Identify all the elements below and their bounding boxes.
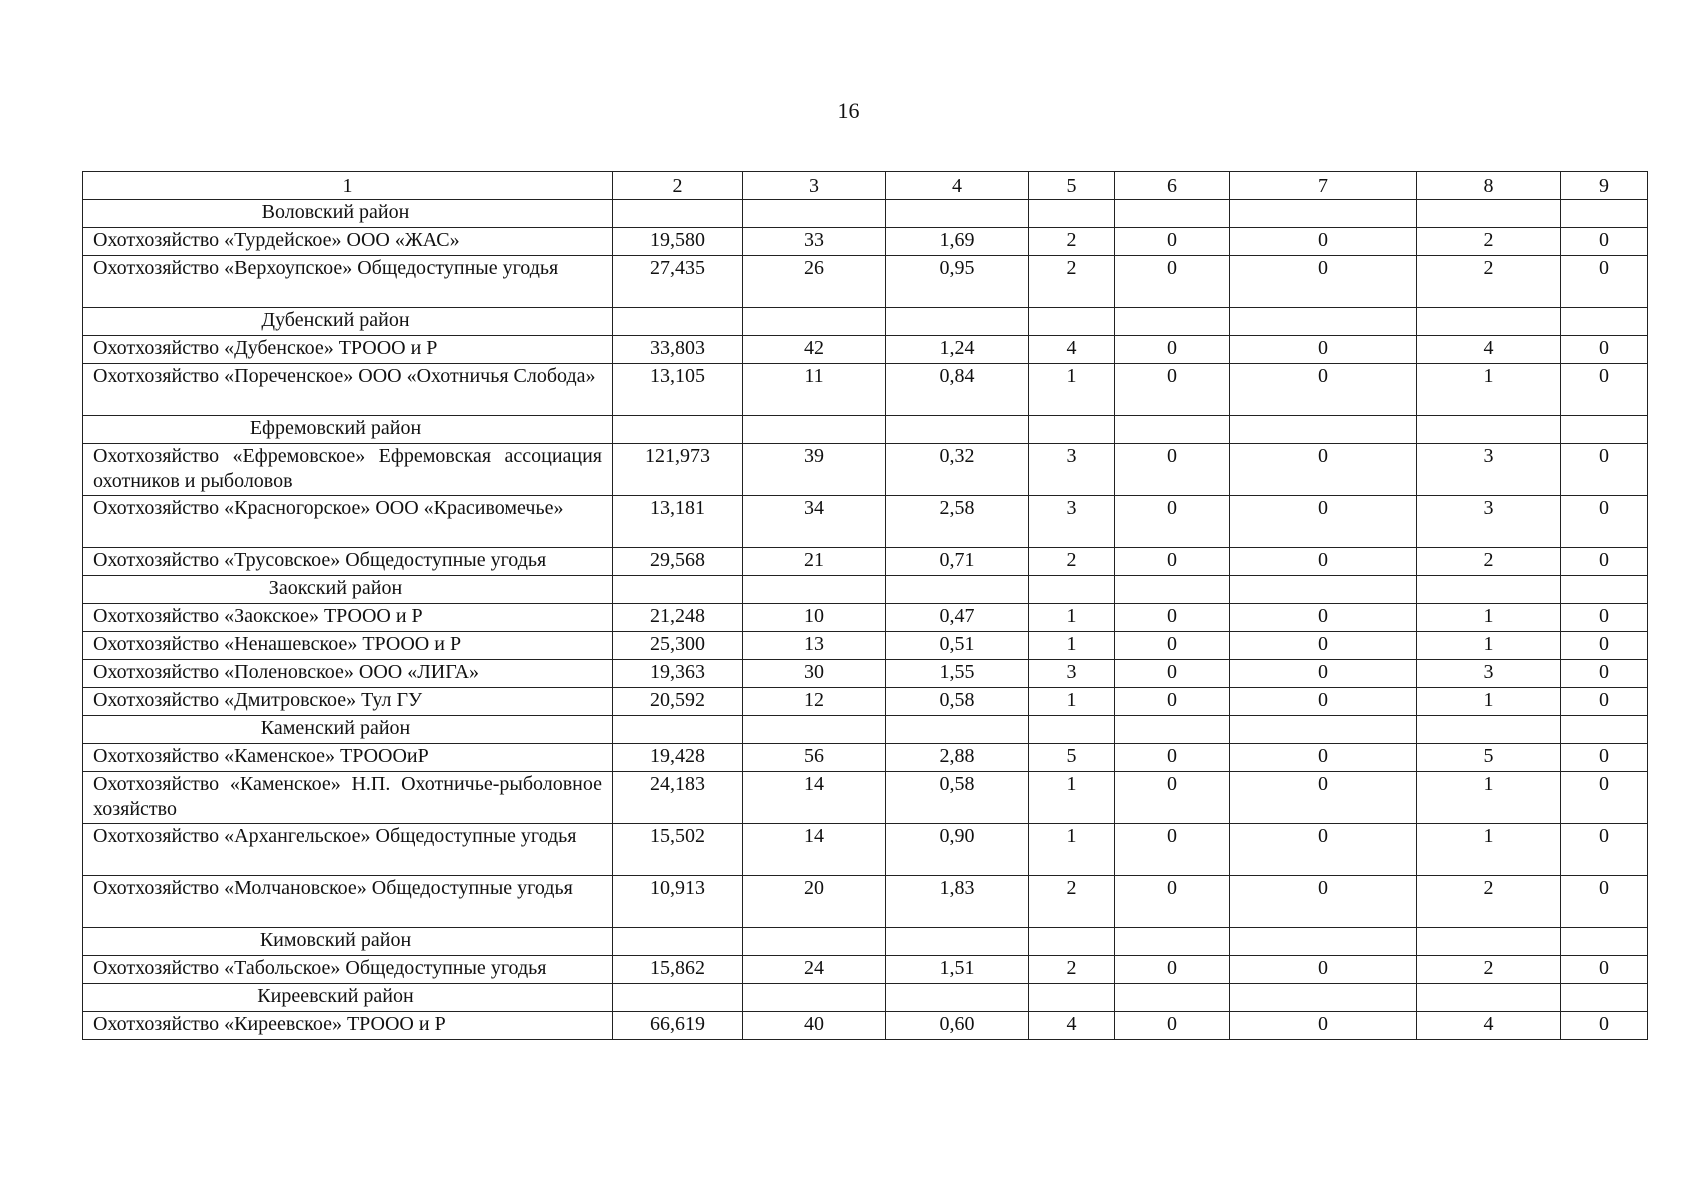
value-cell-col3: 40	[743, 1012, 886, 1040]
value-cell-col2: 24,183	[613, 772, 743, 824]
empty-cell	[1561, 716, 1648, 744]
empty-cell	[1029, 984, 1115, 1012]
value-cell-col3: 12	[743, 688, 886, 716]
column-header: 9	[1561, 172, 1648, 200]
empty-cell	[1230, 308, 1417, 336]
district-row	[83, 716, 1648, 744]
value-cell-col9: 0	[1561, 824, 1648, 876]
value-cell-col7: 0	[1230, 256, 1417, 308]
empty-cell	[1561, 984, 1648, 1012]
value-cell-col8: 4	[1417, 1012, 1561, 1040]
value-cell-col2: 21,248	[613, 604, 743, 632]
value-cell-col7: 0	[1230, 604, 1417, 632]
empty-cell	[1561, 576, 1648, 604]
value-cell-col6: 0	[1115, 876, 1230, 928]
empty-cell	[1230, 416, 1417, 444]
district-name: Кимовский район	[83, 928, 613, 956]
value-cell-col7: 0	[1230, 772, 1417, 824]
column-header: 5	[1029, 172, 1115, 200]
value-cell-col8: 2	[1417, 228, 1561, 256]
empty-cell	[1115, 416, 1230, 444]
value-cell-col2: 15,502	[613, 824, 743, 876]
district-name: Ефремовский район	[83, 416, 613, 444]
empty-cell	[1230, 576, 1417, 604]
empty-cell	[743, 928, 886, 956]
value-cell-col5: 1	[1029, 632, 1115, 660]
table-row	[83, 336, 1648, 364]
hunting-ground-name: Охотхозяйство «Турдейское» ООО «ЖАС»	[83, 228, 613, 256]
district-row	[83, 576, 1648, 604]
value-cell-col5: 5	[1029, 744, 1115, 772]
value-cell-col4: 1,24	[886, 336, 1029, 364]
empty-cell	[613, 928, 743, 956]
value-cell-col6: 0	[1115, 496, 1230, 548]
value-cell-col9: 0	[1561, 1012, 1648, 1040]
value-cell-col4: 1,69	[886, 228, 1029, 256]
value-cell-col5: 4	[1029, 1012, 1115, 1040]
empty-cell	[1029, 928, 1115, 956]
empty-cell	[886, 200, 1029, 228]
value-cell-col5: 1	[1029, 772, 1115, 824]
value-cell-col8: 1	[1417, 632, 1561, 660]
value-cell-col9: 0	[1561, 548, 1648, 576]
value-cell-col9: 0	[1561, 336, 1648, 364]
value-cell-col3: 34	[743, 496, 886, 548]
value-cell-col3: 26	[743, 256, 886, 308]
value-cell-col3: 24	[743, 956, 886, 984]
table-row	[83, 660, 1648, 688]
empty-cell	[743, 716, 886, 744]
empty-cell	[613, 984, 743, 1012]
value-cell-col8: 1	[1417, 688, 1561, 716]
value-cell-col5: 3	[1029, 444, 1115, 496]
empty-cell	[1417, 984, 1561, 1012]
table-row	[83, 824, 1648, 876]
value-cell-col2: 19,580	[613, 228, 743, 256]
table-body	[83, 172, 1648, 1040]
value-cell-col6: 0	[1115, 364, 1230, 416]
value-cell-col6: 0	[1115, 336, 1230, 364]
value-cell-col2: 20,592	[613, 688, 743, 716]
table-header-row	[83, 172, 1648, 200]
value-cell-col7: 0	[1230, 744, 1417, 772]
value-cell-col7: 0	[1230, 876, 1417, 928]
value-cell-col9: 0	[1561, 660, 1648, 688]
page-number: 16	[837, 98, 860, 123]
value-cell-col9: 0	[1561, 744, 1648, 772]
empty-cell	[613, 416, 743, 444]
value-cell-col7: 0	[1230, 444, 1417, 496]
empty-cell	[1417, 576, 1561, 604]
value-cell-col8: 5	[1417, 744, 1561, 772]
value-cell-col2: 27,435	[613, 256, 743, 308]
value-cell-col8: 1	[1417, 772, 1561, 824]
district-name: Заокский район	[83, 576, 613, 604]
empty-cell	[1230, 716, 1417, 744]
empty-cell	[1115, 984, 1230, 1012]
value-cell-col5: 2	[1029, 256, 1115, 308]
value-cell-col5: 2	[1029, 228, 1115, 256]
value-cell-col3: 11	[743, 364, 886, 416]
value-cell-col9: 0	[1561, 228, 1648, 256]
value-cell-col4: 0,95	[886, 256, 1029, 308]
value-cell-col7: 0	[1230, 548, 1417, 576]
value-cell-col6: 0	[1115, 744, 1230, 772]
value-cell-col2: 33,803	[613, 336, 743, 364]
empty-cell	[1417, 308, 1561, 336]
empty-cell	[613, 576, 743, 604]
district-name: Каменский район	[83, 716, 613, 744]
value-cell-col4: 0,58	[886, 772, 1029, 824]
empty-cell	[1417, 928, 1561, 956]
value-cell-col5: 2	[1029, 956, 1115, 984]
table-row	[83, 1012, 1648, 1040]
value-cell-col5: 4	[1029, 336, 1115, 364]
value-cell-col6: 0	[1115, 444, 1230, 496]
value-cell-col8: 3	[1417, 444, 1561, 496]
column-header: 7	[1230, 172, 1417, 200]
column-header: 4	[886, 172, 1029, 200]
value-cell-col6: 0	[1115, 604, 1230, 632]
column-header: 6	[1115, 172, 1230, 200]
value-cell-col4: 0,47	[886, 604, 1029, 632]
value-cell-col3: 33	[743, 228, 886, 256]
hunting-ground-name: Охотхозяйство «Ненашевское» ТРООО и Р	[83, 632, 613, 660]
hunting-ground-name: Охотхозяйство «Верхоупское» Общедоступные угодья	[83, 256, 613, 308]
value-cell-col9: 0	[1561, 364, 1648, 416]
value-cell-col8: 2	[1417, 876, 1561, 928]
hunting-ground-name: Охотхозяйство «Каменское» Н.П. Охотничье-рыболовное хозяйство	[83, 772, 613, 824]
value-cell-col4: 2,58	[886, 496, 1029, 548]
value-cell-col8: 2	[1417, 256, 1561, 308]
value-cell-col7: 0	[1230, 632, 1417, 660]
value-cell-col6: 0	[1115, 688, 1230, 716]
value-cell-col5: 3	[1029, 660, 1115, 688]
hunting-ground-name: Охотхозяйство «Заокское» ТРООО и Р	[83, 604, 613, 632]
value-cell-col7: 0	[1230, 1012, 1417, 1040]
empty-cell	[1417, 716, 1561, 744]
value-cell-col4: 0,71	[886, 548, 1029, 576]
table-row	[83, 876, 1648, 928]
empty-cell	[1029, 308, 1115, 336]
hunting-ground-name: Охотхозяйство «Молчановское» Общедоступные угодья	[83, 876, 613, 928]
value-cell-col6: 0	[1115, 632, 1230, 660]
hunting-ground-name: Охотхозяйство «Поленовское» ООО «ЛИГА»	[83, 660, 613, 688]
value-cell-col9: 0	[1561, 632, 1648, 660]
value-cell-col6: 0	[1115, 956, 1230, 984]
value-cell-col5: 2	[1029, 548, 1115, 576]
value-cell-col4: 0,58	[886, 688, 1029, 716]
hunting-ground-name: Охотхозяйство «Киреевское» ТРООО и Р	[83, 1012, 613, 1040]
empty-cell	[1561, 928, 1648, 956]
hunting-ground-name: Охотхозяйство «Табольское» Общедоступные угодья	[83, 956, 613, 984]
table-row	[83, 444, 1648, 496]
value-cell-col8: 1	[1417, 604, 1561, 632]
value-cell-col5: 1	[1029, 688, 1115, 716]
empty-cell	[743, 200, 886, 228]
value-cell-col3: 30	[743, 660, 886, 688]
empty-cell	[886, 308, 1029, 336]
empty-cell	[1561, 308, 1648, 336]
table-row	[83, 604, 1648, 632]
value-cell-col6: 0	[1115, 824, 1230, 876]
empty-cell	[1230, 928, 1417, 956]
value-cell-col8: 1	[1417, 824, 1561, 876]
table-row	[83, 256, 1648, 308]
empty-cell	[1115, 308, 1230, 336]
value-cell-col5: 1	[1029, 364, 1115, 416]
district-row	[83, 200, 1648, 228]
table-row	[83, 772, 1648, 824]
empty-cell	[743, 308, 886, 336]
value-cell-col9: 0	[1561, 772, 1648, 824]
value-cell-col2: 13,105	[613, 364, 743, 416]
value-cell-col7: 0	[1230, 336, 1417, 364]
table-row	[83, 548, 1648, 576]
value-cell-col6: 0	[1115, 772, 1230, 824]
value-cell-col2: 19,428	[613, 744, 743, 772]
empty-cell	[1115, 200, 1230, 228]
value-cell-col5: 1	[1029, 604, 1115, 632]
value-cell-col8: 2	[1417, 548, 1561, 576]
district-row	[83, 308, 1648, 336]
empty-cell	[886, 416, 1029, 444]
value-cell-col9: 0	[1561, 444, 1648, 496]
value-cell-col9: 0	[1561, 604, 1648, 632]
hunting-ground-name: Охотхозяйство «Архангельское» Общедоступные угодья	[83, 824, 613, 876]
value-cell-col7: 0	[1230, 824, 1417, 876]
value-cell-col4: 1,51	[886, 956, 1029, 984]
value-cell-col4: 0,60	[886, 1012, 1029, 1040]
value-cell-col2: 25,300	[613, 632, 743, 660]
value-cell-col7: 0	[1230, 496, 1417, 548]
value-cell-col5: 1	[1029, 824, 1115, 876]
value-cell-col7: 0	[1230, 956, 1417, 984]
hunting-ground-name: Охотхозяйство «Дубенское» ТРООО и Р	[83, 336, 613, 364]
value-cell-col3: 20	[743, 876, 886, 928]
hunting-ground-name: Охотхозяйство «Трусовское» Общедоступные угодья	[83, 548, 613, 576]
value-cell-col4: 0,84	[886, 364, 1029, 416]
hunting-ground-name: Охотхозяйство «Каменское» ТРОООиР	[83, 744, 613, 772]
table-row	[83, 228, 1648, 256]
value-cell-col3: 39	[743, 444, 886, 496]
value-cell-col5: 2	[1029, 876, 1115, 928]
hunting-ground-name: Охотхозяйство «Красногорское» ООО «Красивомечье»	[83, 496, 613, 548]
value-cell-col8: 3	[1417, 496, 1561, 548]
value-cell-col4: 1,83	[886, 876, 1029, 928]
empty-cell	[1115, 576, 1230, 604]
empty-cell	[1115, 928, 1230, 956]
empty-cell	[1230, 984, 1417, 1012]
table-row	[83, 364, 1648, 416]
empty-cell	[886, 984, 1029, 1012]
empty-cell	[886, 576, 1029, 604]
value-cell-col9: 0	[1561, 256, 1648, 308]
value-cell-col9: 0	[1561, 688, 1648, 716]
value-cell-col9: 0	[1561, 876, 1648, 928]
value-cell-col3: 21	[743, 548, 886, 576]
hunting-grounds-table	[82, 171, 1648, 1040]
value-cell-col8: 1	[1417, 364, 1561, 416]
value-cell-col2: 66,619	[613, 1012, 743, 1040]
table-row	[83, 496, 1648, 548]
value-cell-col6: 0	[1115, 548, 1230, 576]
district-row	[83, 984, 1648, 1012]
column-header: 8	[1417, 172, 1561, 200]
value-cell-col3: 14	[743, 824, 886, 876]
value-cell-col4: 2,88	[886, 744, 1029, 772]
empty-cell	[1417, 200, 1561, 228]
empty-cell	[613, 308, 743, 336]
hunting-ground-name: Охотхозяйство «Дмитровское» Тул ГУ	[83, 688, 613, 716]
empty-cell	[1561, 200, 1648, 228]
value-cell-col4: 0,51	[886, 632, 1029, 660]
value-cell-col9: 0	[1561, 956, 1648, 984]
empty-cell	[1417, 416, 1561, 444]
empty-cell	[1029, 200, 1115, 228]
value-cell-col4: 1,55	[886, 660, 1029, 688]
empty-cell	[1029, 576, 1115, 604]
value-cell-col3: 14	[743, 772, 886, 824]
hunting-ground-name: Охотхозяйство «Ефремовское» Ефремовская ассоциация охотников и рыболовов	[83, 444, 613, 496]
table-row	[83, 688, 1648, 716]
value-cell-col2: 121,973	[613, 444, 743, 496]
value-cell-col7: 0	[1230, 688, 1417, 716]
value-cell-col7: 0	[1230, 228, 1417, 256]
empty-cell	[886, 928, 1029, 956]
table-row	[83, 744, 1648, 772]
value-cell-col6: 0	[1115, 660, 1230, 688]
column-header: 2	[613, 172, 743, 200]
empty-cell	[1029, 716, 1115, 744]
district-row	[83, 416, 1648, 444]
table-row	[83, 956, 1648, 984]
district-row	[83, 928, 1648, 956]
value-cell-col3: 56	[743, 744, 886, 772]
district-name: Дубенский район	[83, 308, 613, 336]
district-name: Воловский район	[83, 200, 613, 228]
empty-cell	[743, 984, 886, 1012]
value-cell-col6: 0	[1115, 228, 1230, 256]
value-cell-col7: 0	[1230, 660, 1417, 688]
value-cell-col4: 0,90	[886, 824, 1029, 876]
value-cell-col3: 42	[743, 336, 886, 364]
hunting-ground-name: Охотхозяйство «Пореченское» ООО «Охотничья Слобода»	[83, 364, 613, 416]
value-cell-col6: 0	[1115, 256, 1230, 308]
value-cell-col8: 4	[1417, 336, 1561, 364]
empty-cell	[1230, 200, 1417, 228]
district-name: Киреевский район	[83, 984, 613, 1012]
value-cell-col4: 0,32	[886, 444, 1029, 496]
value-cell-col8: 2	[1417, 956, 1561, 984]
empty-cell	[613, 716, 743, 744]
value-cell-col2: 13,181	[613, 496, 743, 548]
value-cell-col2: 19,363	[613, 660, 743, 688]
value-cell-col6: 0	[1115, 1012, 1230, 1040]
table-row	[83, 632, 1648, 660]
empty-cell	[743, 576, 886, 604]
empty-cell	[1115, 716, 1230, 744]
empty-cell	[743, 416, 886, 444]
value-cell-col2: 10,913	[613, 876, 743, 928]
value-cell-col9: 0	[1561, 496, 1648, 548]
value-cell-col8: 3	[1417, 660, 1561, 688]
empty-cell	[886, 716, 1029, 744]
empty-cell	[1561, 416, 1648, 444]
value-cell-col3: 13	[743, 632, 886, 660]
empty-cell	[613, 200, 743, 228]
value-cell-col2: 15,862	[613, 956, 743, 984]
value-cell-col5: 3	[1029, 496, 1115, 548]
column-header: 1	[83, 172, 613, 200]
column-header: 3	[743, 172, 886, 200]
value-cell-col2: 29,568	[613, 548, 743, 576]
empty-cell	[1029, 416, 1115, 444]
value-cell-col7: 0	[1230, 364, 1417, 416]
value-cell-col3: 10	[743, 604, 886, 632]
